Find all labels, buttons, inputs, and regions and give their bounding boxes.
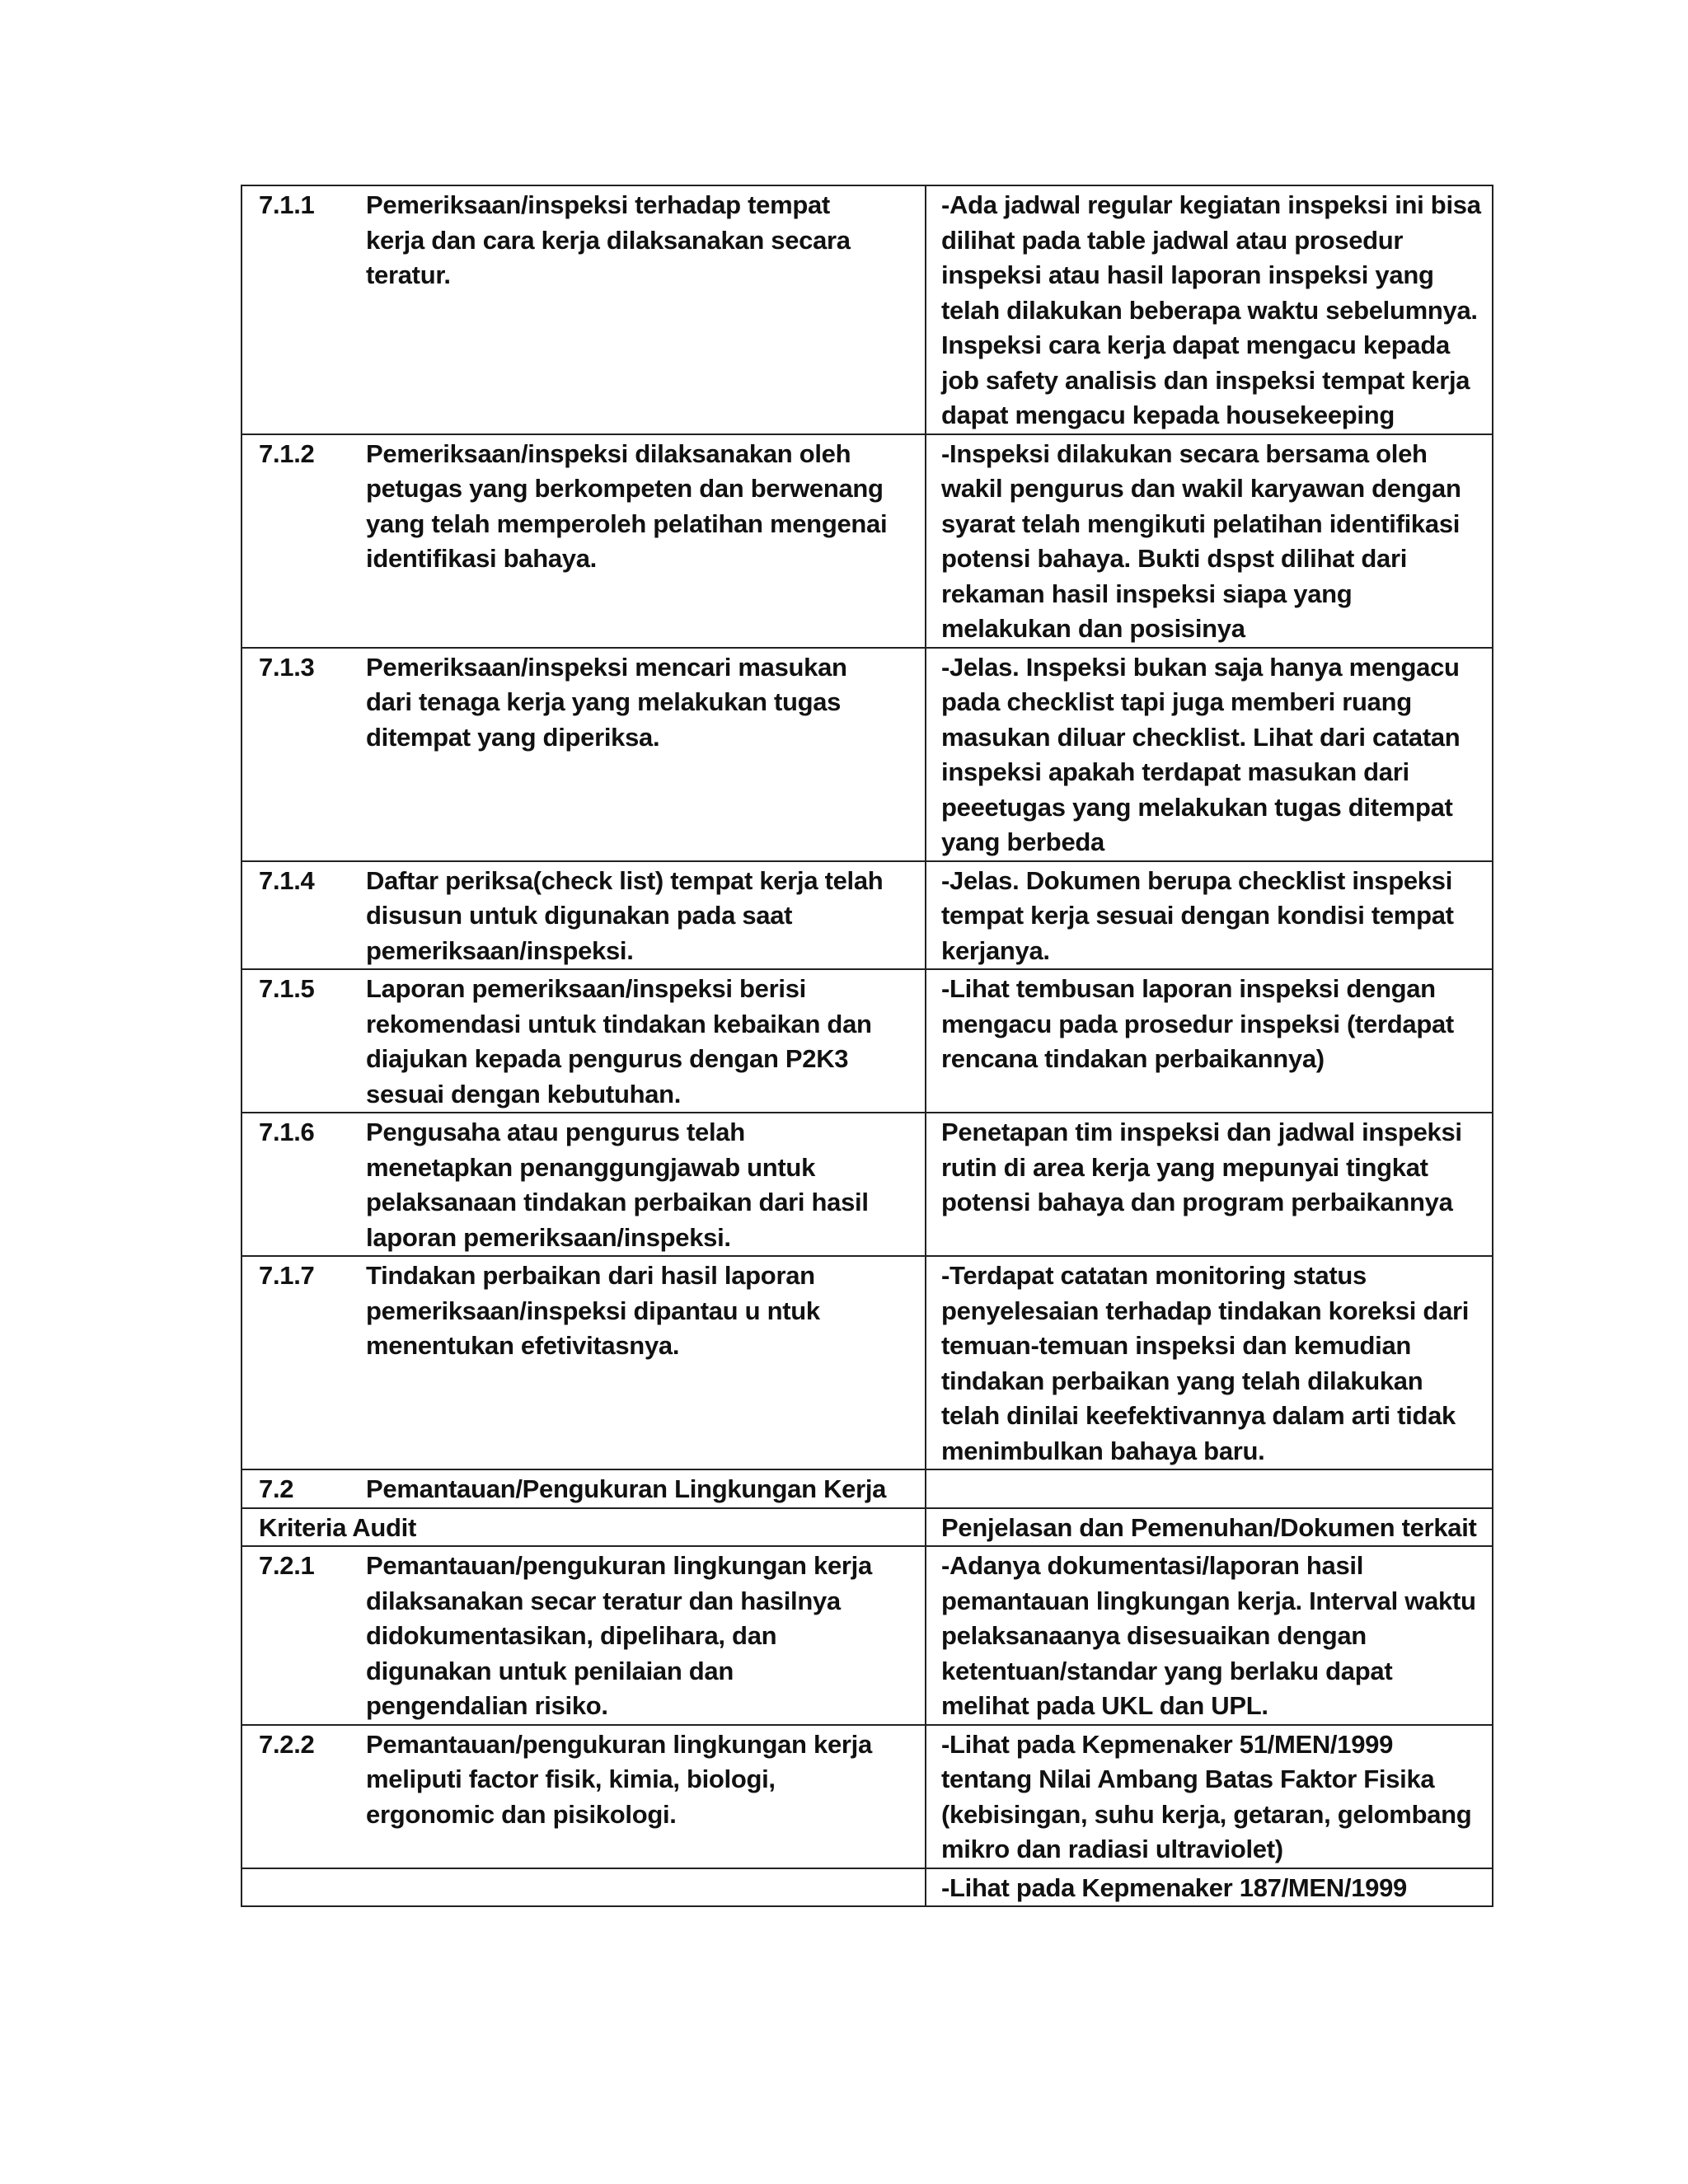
table-row (241, 861, 1493, 970)
explanation-cell (926, 434, 1493, 648)
criterion-number: 7.1.7 (259, 1261, 315, 1290)
criterion-text: Pengusaha atau pengurus telah menetapkan penanggungjawab untuk pelaksanaan tindakan perbaikan dari hasil laporan pemeriksaan/inspeksi. (366, 1118, 869, 1252)
criterion-number: 7.2.1 (259, 1551, 315, 1580)
table-row (241, 969, 1493, 1113)
criterion-number: 7.1.3 (259, 652, 315, 682)
criterion-cell (241, 648, 926, 861)
criterion-text: Pemeriksaan/inspeksi dilaksanakan oleh petugas yang berkompeten dan berwenang yang telah memperoleh pelatihan mengenai identifikasi bahaya. (366, 438, 888, 573)
audit-criteria-table (241, 185, 1493, 1907)
criterion-number: 7.1.5 (259, 974, 315, 1003)
header-explanation-label: Penjelasan dan Pemenuhan/Dokumen terkait (941, 1512, 1477, 1542)
criterion-number: 7.1.1 (259, 190, 315, 219)
criterion-text: Tindakan perbaikan dari hasil laporan pemeriksaan/inspeksi dipantau u ntuk menentukan efetivitasnya. (366, 1261, 820, 1360)
explanation-text: -Terdapat catatan monitoring status penyelesaian terhadap tindakan koreksi dari temuan-temuan inspeksi dan kemudian tindakan perbaikan yang telah dilakukan telah dinilai keefektivannya dalam arti tidak menimbulkan bahaya baru. (941, 1261, 1470, 1465)
criterion-number: 7.2.2 (259, 1729, 315, 1759)
criterion-cell (241, 1546, 926, 1725)
section-number: 7.2 (259, 1474, 294, 1503)
explanation-text: -Inspeksi dilakukan secara bersama oleh wakil pengurus dan wakil karyawan dengan syarat telah mengikuti pelatihan identifikasi potensi bahaya. Bukti dspst dilihat dari rekaman hasil inspeksi siapa yang melakukan dan posisinya (941, 438, 1461, 643)
explanation-cell (926, 861, 1493, 970)
explanation-text: -Adanya dokumentasi/laporan hasil pemantauan lingkungan kerja. Interval waktu pelaksanaanya disesuaikan dengan ketentuan/standar yang berlaku dapat melihat pada UKL dan UPL. (941, 1551, 1476, 1720)
criterion-cell (241, 969, 926, 1113)
section-row (241, 1469, 1493, 1508)
table-row (241, 434, 1493, 648)
criterion-text: Pemantauan/pengukuran lingkungan kerja dilaksanakan secar teratur dan hasilnya didokumentasikan, dipelihara, dan digunakan untuk penilaian dan pengendalian risiko. (366, 1551, 872, 1720)
explanation-cell (926, 1113, 1493, 1256)
header-row (241, 1508, 1493, 1547)
explanation-text: -Lihat tembusan laporan inspeksi dengan mengacu pada prosedur inspeksi (terdapat rencana tindakan perbaikannya) (941, 974, 1454, 1073)
explanation-cell (926, 1546, 1493, 1725)
criterion-cell (241, 861, 926, 970)
table-row (241, 1546, 1493, 1725)
header-right-cell (926, 1508, 1493, 1547)
explanation-text: -Jelas. Dokumen berupa checklist inspeksi tempat kerja sesuai dengan kondisi tempat kerjanya. (941, 865, 1454, 965)
criterion-cell (241, 185, 926, 434)
explanation-text: Penetapan tim inspeksi dan jadwal inspeksi rutin di area kerja yang mepunyai tingkat potensi bahaya dan program perbaikannya (941, 1118, 1462, 1216)
criterion-cell (241, 1868, 926, 1907)
section-heading-cell (241, 1469, 926, 1508)
explanation-cell (926, 969, 1493, 1113)
explanation-cell (926, 1868, 1493, 1907)
table-row (241, 1113, 1493, 1256)
criterion-text: Pemeriksaan/inspeksi terhadap tempat kerja dan cara kerja dilaksanakan secara teratur. (366, 190, 851, 289)
explanation-cell (926, 185, 1493, 434)
header-criteria-label: Kriteria Audit (259, 1512, 417, 1542)
explanation-cell (926, 648, 1493, 861)
criterion-cell (241, 1113, 926, 1256)
table-row (241, 648, 1493, 861)
explanation-text: -Lihat pada Kepmenaker 187/MEN/1999 (941, 1872, 1407, 1902)
criterion-text: Daftar periksa(check list) tempat kerja telah disusun untuk digunakan pada saat pemeriksaan/inspeksi. (366, 865, 884, 965)
criterion-text: Pemantauan/pengukuran lingkungan kerja meliputi factor fisik, kimia, biologi, ergonomic dan pisikologi. (366, 1729, 872, 1829)
header-left-cell (241, 1508, 926, 1547)
table-row (241, 1256, 1493, 1469)
table-row (241, 1868, 1493, 1907)
criterion-number: 7.1.2 (259, 438, 315, 468)
explanation-cell (926, 1256, 1493, 1469)
explanation-text: -Jelas. Inspeksi bukan saja hanya mengacu pada checklist tapi juga memberi ruang masukan diluar checklist. Lihat dari catatan inspeksi apakah terdapat masukan dari peeetugas yang melakukan tugas ditempat yang berbeda (941, 652, 1461, 856)
criterion-cell (241, 434, 926, 648)
criterion-text: Laporan pemeriksaan/inspeksi berisi rekomendasi untuk tindakan kebaikan dan diajukan kepada pengurus dengan P2K3 sesuai dengan kebutuhan. (366, 974, 872, 1108)
table-row (241, 185, 1493, 434)
section-empty-cell (926, 1469, 1493, 1508)
criterion-cell (241, 1256, 926, 1469)
table-row (241, 1725, 1493, 1868)
criterion-number: 7.1.6 (259, 1118, 315, 1146)
criterion-number: 7.1.4 (259, 865, 315, 895)
explanation-text: -Lihat pada Kepmenaker 51/MEN/1999 tentang Nilai Ambang Batas Faktor Fisika (kebisingan, suhu kerja, getaran, gelombang mikro dan radiasi ultraviolet) (941, 1729, 1472, 1863)
criterion-cell (241, 1725, 926, 1868)
section-title: Pemantauan/Pengukuran Lingkungan Kerja (366, 1474, 887, 1503)
explanation-cell (926, 1725, 1493, 1868)
criterion-text: Pemeriksaan/inspeksi mencari masukan dari tenaga kerja yang melakukan tugas ditempat yang diperiksa. (366, 652, 847, 752)
explanation-text: -Ada jadwal regular kegiatan inspeksi ini bisa dilihat pada table jadwal atau prosedur inspeksi atau hasil laporan inspeksi yang telah dilakukan beberapa waktu sebelumnya. Inspeksi cara kerja dapat mengacu kepada job safety analisis dan inspeksi tempat kerja dapat mengacu kepada housekeeping (941, 190, 1481, 429)
